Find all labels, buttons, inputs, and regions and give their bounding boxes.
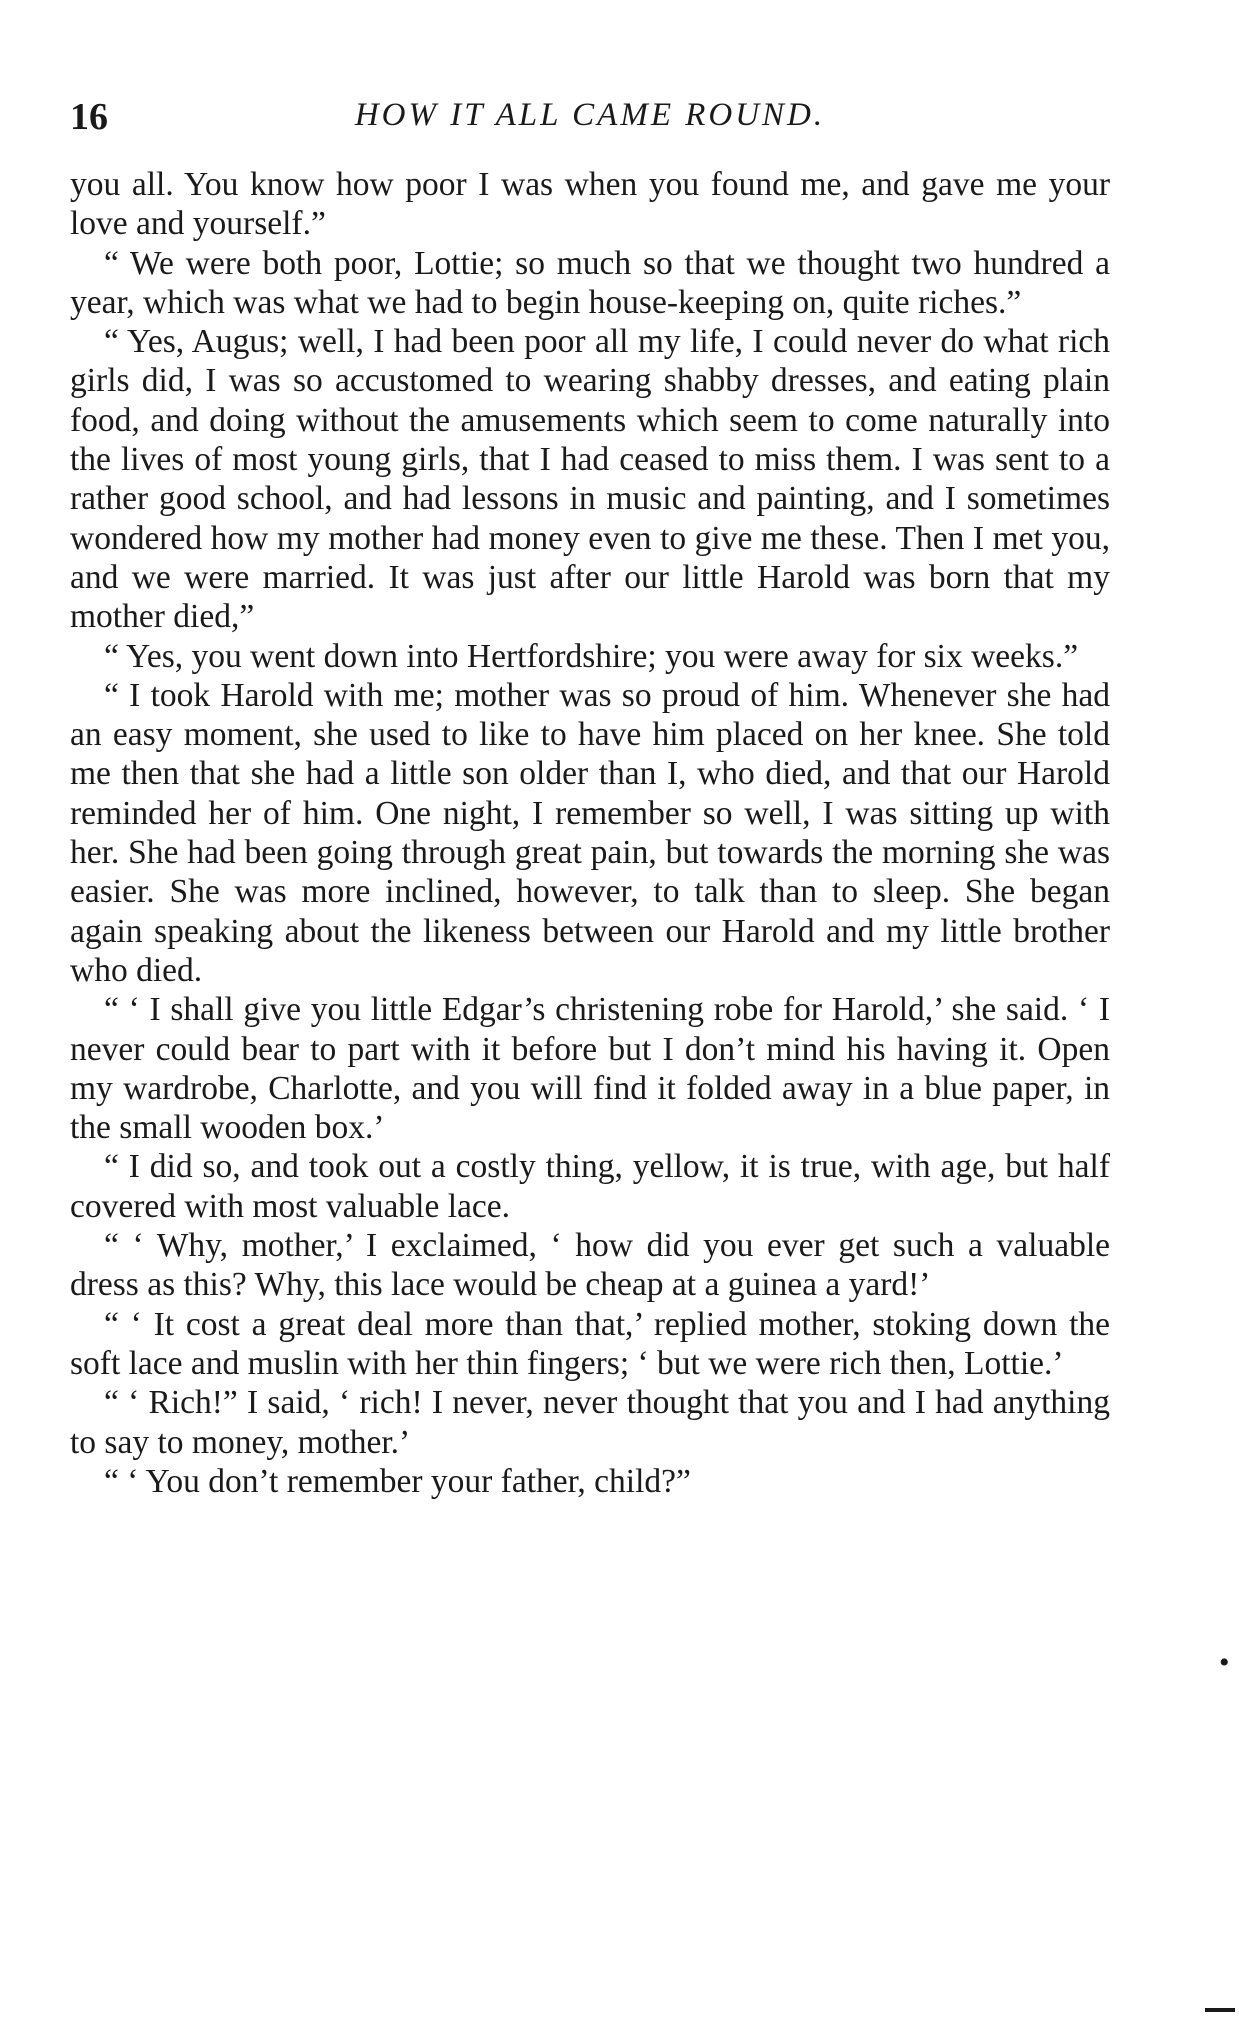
paragraph: “ I took Harold with me; mother was so proud of him. Whenever she had an easy moment, she used to like to have him placed on her knee. She told me then that she had a little son older than I, who died, and that our Harold reminded her of him. One night, I remember so well, I was sitting up with her. She had been going through great pain, but towards the morning she was easier. She was more inclined, however, to talk than to sleep. She began again speaking about the likeness between our Harold and my little brother who died. xyxy=(70,676,1110,989)
paragraph: “ ‘ Rich!” I said, ‘ rich! I never, never thought that you and I had anything to say to money, mother.’ xyxy=(70,1384,1110,1461)
page-header xyxy=(70,95,1110,145)
paragraph: “ ‘ I shall give you little Edgar’s christening robe for Harold,’ she said. ‘ I never could bear to part with it before but I don’t mind his having it. Open my wardrobe, Charlotte, and you will find it folded away in a blue paper, in the small wooden box.’ xyxy=(70,991,1110,1147)
paragraph: “ I did so, and took out a costly thing, yellow, it is true, with age, but half covered with most valuable lace. xyxy=(70,1148,1110,1225)
paragraph: “ Yes, you went down into Hertfordshire; you were away for six weeks.” xyxy=(104,637,1079,675)
running-title: HOW IT ALL CAME ROUND. xyxy=(354,97,826,133)
page-number: 16 xyxy=(70,96,108,138)
body-text xyxy=(70,165,1110,1501)
paragraph: “ ‘ Why, mother,’ I exclaimed, ‘ how did you ever get such a valuable dress as this? Why, this lace would be cheap at a guinea a yard!’ xyxy=(70,1227,1110,1304)
paragraph: “ ‘ You don’t remember your father, child?” xyxy=(104,1462,691,1500)
book-page xyxy=(70,95,1110,1501)
paragraph: “ ‘ It cost a great deal more than that,’ replied mother, stoking down the soft lace and muslin with her thin fingers; ‘ but we were rich then, Lottie.’ xyxy=(70,1305,1110,1382)
paragraph: “ We were both poor, Lottie; so much so that we thought two hundred a year, which was what we had to begin house-keeping on, quite riches.” xyxy=(70,244,1110,321)
print-mark xyxy=(1205,2008,1235,2012)
paragraph: you all. You know how poor I was when you found me, and gave me your love and yourself.” xyxy=(70,166,1110,243)
paragraph: “ Yes, Augus; well, I had been poor all my life, I could never do what rich girls did, I was so accustomed to wearing shabby dresses, and eating plain food, and doing without the amusements which seem to come naturally into the lives of most young girls, that I had ceased to miss them. I was sent to a rather good school, and had lessons in music and painting, and I sometimes wondered how my mother had money even to give me these. Then I met you, and we were married. It was just after our little Harold was born that my mother died,” xyxy=(70,323,1110,636)
print-speck: • xyxy=(1219,1646,1230,1679)
